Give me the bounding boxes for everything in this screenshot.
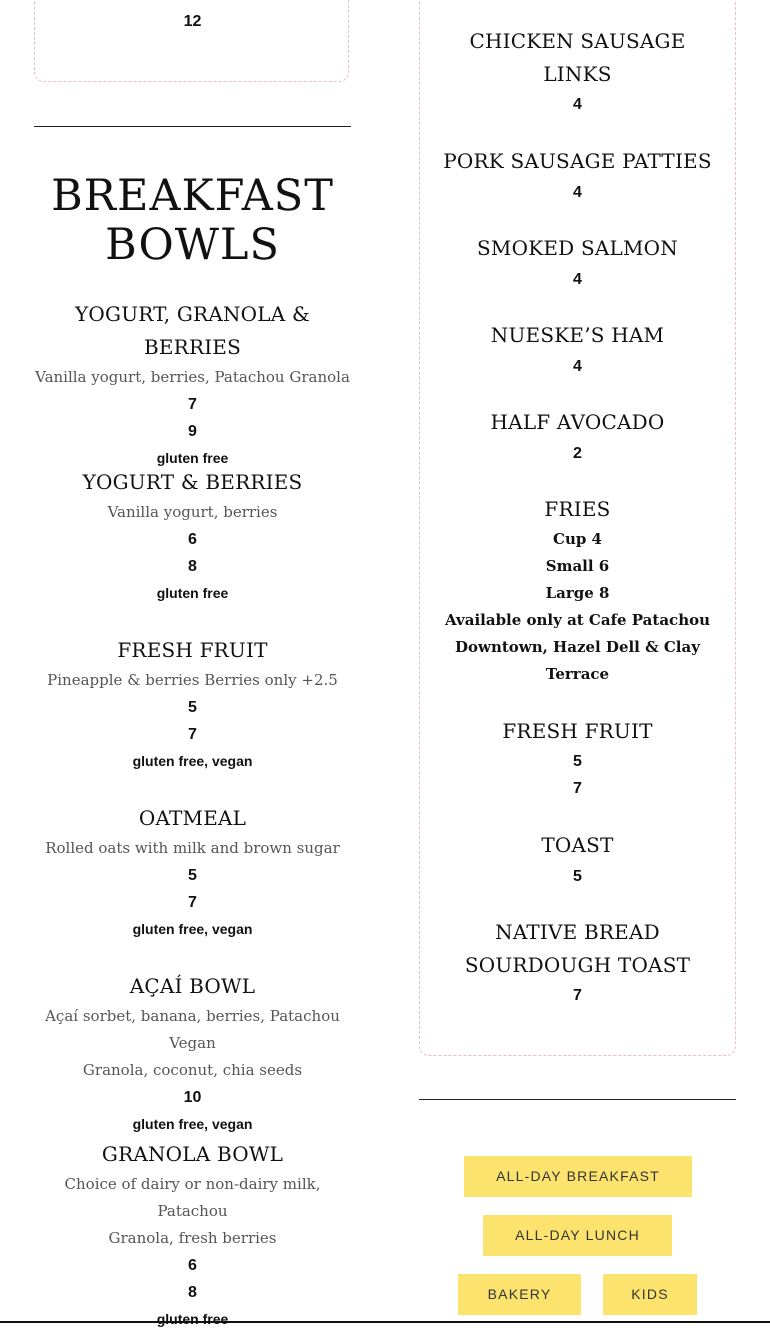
section-title-breakfast-bowls [34,172,351,270]
item-desc-line1: Açaí sorbet, banana, berries, Patachou Vegan [45,1007,340,1052]
item-price-small: 5 [188,699,197,716]
item-name: YOGURT, GRANOLA & BERRIES [75,302,310,359]
side-item-fresh-fruit [419,715,736,802]
diet-tag: gluten free [156,1311,229,1327]
item-name: SMOKED SALMON [477,236,678,260]
item-price: 2 [573,445,582,462]
diet-tag: gluten free, vegan [132,1116,253,1132]
item-desc-line1: Choice of dairy or non-dairy milk, Patachou [64,1175,321,1220]
item-name: YOGURT & BERRIES [82,470,303,494]
item-name: AÇAÍ BOWL [129,974,256,998]
item-desc: Vanilla yogurt, berries [107,503,278,521]
item-desc: Vanilla yogurt, berries, Patachou Granola [35,368,350,386]
diet-tag: gluten free [156,585,229,601]
nav-kids-button[interactable]: KIDS [603,1274,697,1315]
item-name-line2: SOURDOUGH TOAST [464,953,691,977]
item-price-large: 8 [188,1284,197,1301]
side-item-pork-sausage [419,145,736,208]
fries-note-line3: Terrace [545,665,610,683]
item-desc: Pineapple & berries Berries only +2.5 [47,671,338,689]
fries-small: Small 6 [545,557,610,575]
item-name: GRANOLA BOWL [101,1142,284,1166]
previous-item-price: 12 [183,13,202,30]
item-desc-line2: Granola, fresh berries [108,1229,277,1247]
item-price-large: 7 [188,726,197,743]
fries-cup: Cup 4 [553,530,602,548]
section-title-line1: BREAKFAST [51,171,334,221]
item-name-line1: NATIVE BREAD [495,920,660,944]
item-name: PORK SAUSAGE PATTIES [443,149,712,173]
item-name: FRESH FRUIT [502,719,653,743]
item-price-small: 5 [573,753,582,770]
side-item-fries [419,493,736,688]
item-name: FRESH FRUIT [117,638,268,662]
item-name-line1: CHICKEN SAUSAGE [469,29,686,53]
diet-tag: gluten free [156,450,229,466]
side-item-nueskes-ham [419,319,736,382]
section-divider [419,1099,736,1100]
menu-item-yogurt-berries [34,466,351,607]
item-price: 10 [183,1089,202,1106]
menu-item-acai-bowl [34,970,351,1138]
side-item-chicken-sausage [419,25,736,119]
side-item-half-avocado [419,406,736,469]
item-price-small: 6 [188,1257,197,1274]
item-price: 4 [573,96,582,113]
side-item-sourdough-toast [419,916,736,1010]
item-name: OATMEAL [138,806,247,830]
item-price-large: 9 [188,423,197,440]
item-price-small: 5 [188,867,197,884]
side-item-toast [419,829,736,892]
fries-note-line2: Downtown, Hazel Dell & Clay [455,638,700,656]
diet-tag: gluten free, vegan [132,753,253,769]
item-name-line2: LINKS [543,62,612,86]
item-price-large: 8 [188,558,197,575]
side-item-smoked-salmon [419,232,736,295]
item-price-large: 7 [188,894,197,911]
item-price: 5 [573,868,582,885]
item-price: 7 [573,987,582,1004]
nav-bakery-button[interactable]: BAKERY [458,1274,581,1315]
fries-large: Large 8 [545,584,610,602]
item-name: HALF AVOCADO [490,410,665,434]
item-name: TOAST [541,833,614,857]
section-title-line2: BOWLS [105,220,280,270]
menu-item-fresh-fruit [34,634,351,775]
nav-all-day-lunch-button[interactable]: ALL-DAY LUNCH [483,1215,672,1256]
item-name: FRIES [544,497,611,521]
nav-all-day-breakfast-button[interactable]: ALL-DAY BREAKFAST [464,1156,692,1197]
item-price: 4 [573,271,582,288]
item-price: 4 [573,358,582,375]
diet-tag: gluten free, vegan [132,921,253,937]
item-price-small: 6 [188,531,197,548]
menu-item-granola-bowl [34,1138,351,1333]
item-price-small: 7 [188,396,197,413]
menu-item-oatmeal [34,802,351,943]
fries-note-line1: Available only at Cafe Patachou [444,611,711,629]
page-bottom-edge [0,1321,770,1323]
item-desc-line2: Granola, coconut, chia seeds [82,1061,303,1079]
item-desc: Rolled oats with milk and brown sugar [45,839,340,857]
menu-item-yogurt-granola-berries [34,298,351,472]
item-price: 4 [573,184,582,201]
item-price-large: 7 [573,780,582,797]
item-name: NUESKE’S HAM [490,323,665,347]
section-divider [34,126,351,127]
